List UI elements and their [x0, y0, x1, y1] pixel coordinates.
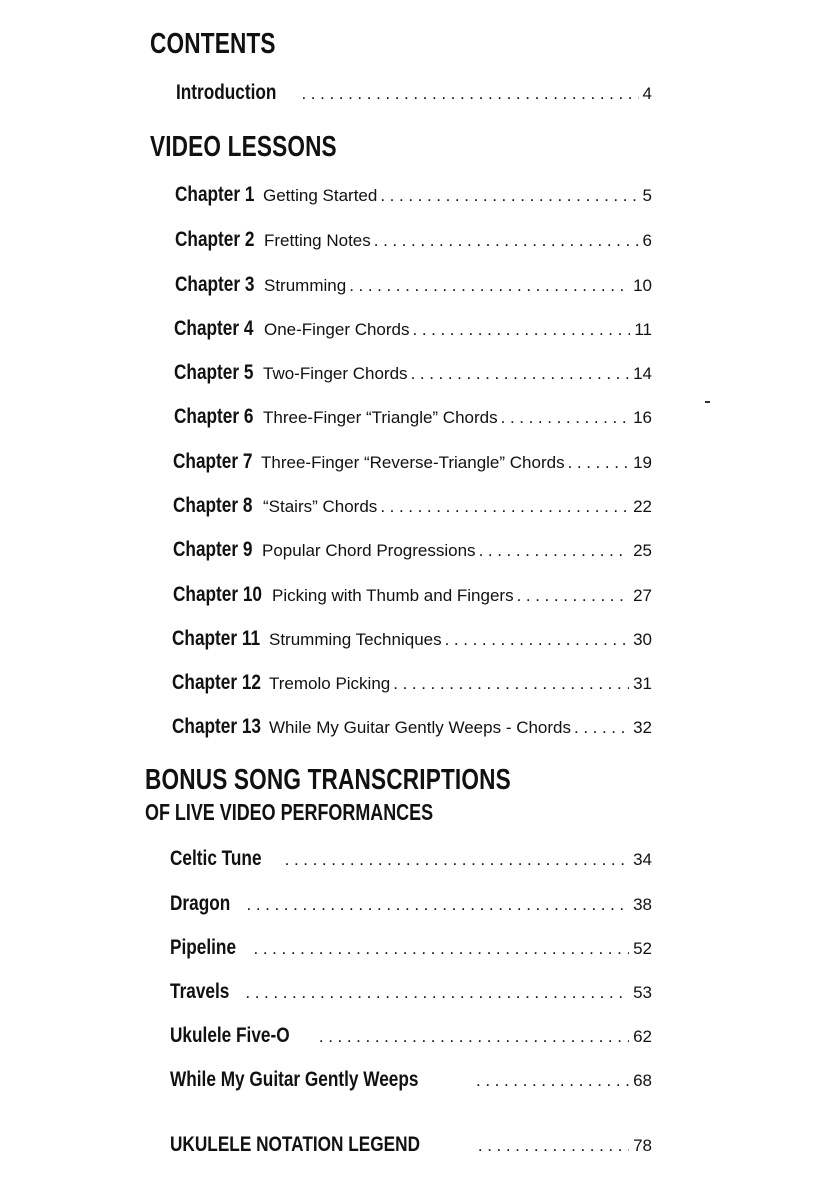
chapter-page: 5 — [642, 186, 652, 205]
song-title: Travels — [170, 980, 230, 1003]
chapter-label: Chapter 12 — [172, 671, 262, 694]
dot-leader — [301, 84, 638, 104]
chapter-label: Chapter 5 — [174, 361, 254, 384]
dot-leader — [254, 939, 630, 959]
toc-entry-chapter[interactable] — [174, 317, 652, 341]
chapter-title: Strumming — [264, 276, 347, 295]
song-page: 34 — [633, 850, 652, 869]
toc-entry-chapter[interactable] — [172, 671, 652, 695]
toc-entry-chapter[interactable] — [173, 538, 652, 562]
toc-entry-chapter[interactable] — [175, 228, 652, 252]
song-title: Pipeline — [170, 936, 237, 959]
entry-page: 4 — [642, 84, 652, 103]
bonus-subheading: OF LIVE VIDEO PERFORMANCES — [145, 799, 434, 825]
chapter-title: Getting Started — [263, 186, 378, 205]
chapter-title: Two-Finger Chords — [263, 364, 408, 383]
song-title: While My Guitar Gently Weeps — [170, 1068, 419, 1091]
dot-leader — [374, 231, 639, 251]
chapter-title: One-Finger Chords — [264, 320, 410, 339]
dot-leader — [245, 983, 629, 1003]
song-page: 62 — [633, 1027, 652, 1046]
legend-page: 78 — [633, 1136, 652, 1155]
dot-leader — [479, 541, 630, 561]
toc-entry-chapter[interactable] — [173, 450, 652, 474]
dot-leader — [393, 674, 629, 694]
dot-leader — [445, 630, 629, 650]
dot-leader — [517, 586, 630, 606]
dot-leader — [411, 364, 630, 384]
chapter-page: 14 — [633, 364, 652, 383]
toc-entry-song[interactable] — [170, 1024, 652, 1048]
chapter-label: Chapter 13 — [172, 715, 262, 738]
chapter-page: 30 — [633, 630, 652, 649]
toc-entry-chapter[interactable] — [172, 715, 652, 739]
chapter-label: Chapter 4 — [174, 317, 254, 340]
toc-entry-chapter[interactable] — [173, 494, 652, 518]
dot-leader — [247, 895, 630, 915]
chapter-page: 31 — [633, 674, 652, 693]
dot-leader — [380, 186, 638, 206]
dot-leader — [478, 1136, 629, 1156]
chapter-label: Chapter 6 — [174, 405, 254, 428]
song-page: 53 — [633, 983, 652, 1002]
scan-speck — [705, 401, 710, 403]
chapter-title: Popular Chord Progressions — [262, 541, 476, 560]
toc-entry-song[interactable] — [170, 847, 652, 871]
toc-entry-chapter[interactable] — [173, 583, 652, 607]
toc-entry-introduction[interactable] — [176, 81, 652, 105]
song-page: 52 — [633, 939, 652, 958]
entry-title: Introduction — [176, 81, 277, 104]
dot-leader — [574, 718, 629, 738]
contents-heading: CONTENTS — [150, 28, 276, 60]
toc-entry-song[interactable] — [170, 936, 652, 960]
toc-entry-notation-legend[interactable] — [170, 1133, 652, 1157]
dot-leader — [568, 453, 630, 473]
chapter-page: 16 — [633, 408, 652, 427]
toc-entry-chapter[interactable] — [172, 627, 652, 651]
chapter-page: 11 — [634, 320, 652, 339]
song-title: Celtic Tune — [170, 847, 262, 870]
chapter-label: Chapter 10 — [173, 583, 263, 606]
song-title: Ukulele Five-O — [170, 1024, 290, 1047]
toc-entry-song[interactable] — [170, 980, 652, 1004]
toc-entry-song[interactable] — [170, 892, 652, 916]
chapter-label: Chapter 8 — [173, 494, 253, 517]
song-page: 68 — [633, 1071, 652, 1090]
chapter-title: While My Guitar Gently Weeps - Chords — [269, 718, 571, 737]
legend-title: UKULELE NOTATION LEGEND — [170, 1133, 421, 1156]
dot-leader — [349, 276, 629, 296]
toc-entry-song[interactable] — [170, 1068, 652, 1092]
chapter-label: Chapter 3 — [175, 273, 255, 296]
chapter-label: Chapter 2 — [175, 228, 255, 251]
chapter-label: Chapter 1 — [175, 183, 255, 206]
chapter-page: 22 — [633, 497, 652, 516]
chapter-title: Three-Finger “Reverse-Triangle” Chords — [261, 453, 565, 472]
toc-entry-chapter[interactable] — [174, 361, 652, 385]
chapter-title: Strumming Techniques — [269, 630, 442, 649]
chapter-page: 6 — [642, 231, 652, 250]
chapter-label: Chapter 11 — [172, 627, 261, 650]
dot-leader — [413, 320, 631, 340]
song-title: Dragon — [170, 892, 231, 915]
chapter-label: Chapter 7 — [173, 450, 253, 473]
bonus-heading: BONUS SONG TRANSCRIPTIONS — [145, 764, 511, 796]
chapter-title: “Stairs” Chords — [263, 497, 378, 516]
toc-entry-chapter[interactable] — [174, 405, 652, 429]
dot-leader — [476, 1071, 629, 1091]
video-lessons-heading: VIDEO LESSONS — [150, 131, 337, 163]
chapter-title: Tremolo Picking — [269, 674, 391, 693]
chapter-page: 25 — [633, 541, 652, 560]
dot-leader — [501, 408, 629, 428]
chapter-label: Chapter 9 — [173, 538, 253, 561]
chapter-title: Three-Finger “Triangle” Chords — [263, 408, 498, 427]
dot-leader — [380, 497, 629, 517]
chapter-title: Fretting Notes — [264, 231, 371, 250]
chapter-title: Picking with Thumb and Fingers — [272, 586, 514, 605]
chapter-page: 10 — [633, 276, 652, 295]
toc-entry-chapter[interactable] — [175, 273, 652, 297]
dot-leader — [319, 1027, 629, 1047]
chapter-page: 19 — [633, 453, 652, 472]
chapter-page: 32 — [633, 718, 652, 737]
song-page: 38 — [633, 895, 652, 914]
chapter-page: 27 — [633, 586, 652, 605]
toc-entry-chapter[interactable] — [175, 183, 652, 207]
dot-leader — [285, 850, 629, 870]
